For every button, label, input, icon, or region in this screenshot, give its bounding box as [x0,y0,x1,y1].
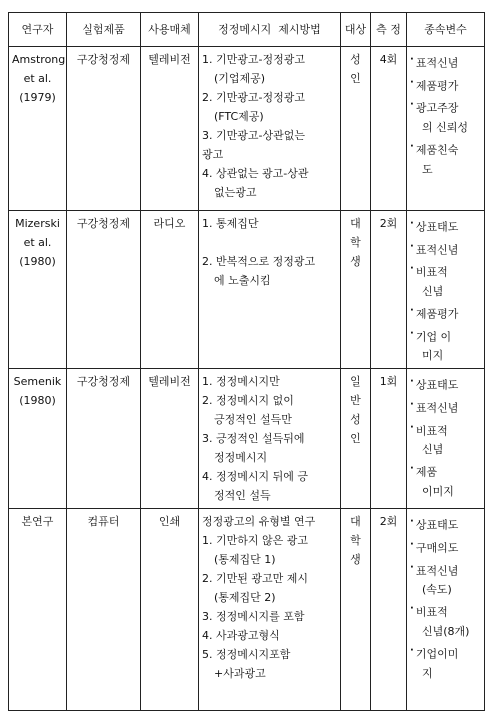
dependent-var-line: · 표적신념 [410,50,481,73]
method-line: +사과광고 [214,667,266,681]
subject-char: 인 [350,432,361,446]
table-row [9,47,485,211]
cell-method [199,211,341,369]
header-medium: 사용매체 [141,13,199,47]
research-comparison-table [8,12,485,711]
table-row [9,369,485,509]
method-line: 3. 기만광고-상관없는 [202,129,305,142]
researcher-line: 본연구 [21,515,54,529]
header-researcher: 연구자 [9,13,67,47]
dependent-var-line: · 제품평가 [410,301,481,324]
method-line: 1. 통제집단 [202,217,259,230]
subject-char: 성 [350,413,361,427]
cell-subject [341,369,371,509]
header-method: 정정메시지 제시방법 [199,13,341,47]
header-dependent-vars: 종속변수 [407,13,485,47]
method-line: 1. 기만하지 않은 광고 [202,534,308,548]
subject-char: 반 [350,394,361,408]
cell-dependent-vars [407,47,485,211]
method-line: (통제집단 2) [214,591,276,605]
subject-char: 대 [350,515,361,529]
cell-product: 구강청정제 [67,211,141,369]
dependent-var-line: · 제품 [410,459,481,482]
researcher-line: (1980) [19,255,56,268]
cell-measure: 2회 [371,211,407,369]
subject-char: 생 [350,553,361,567]
cell-subject [341,211,371,369]
researcher-line: Semenik [13,375,62,389]
method-line: 2. 기만된 광고만 제시 [202,572,308,586]
method-line: 긍정적인 설득만 [214,413,292,427]
dependent-var-line: 의 신뢰성 [422,120,469,134]
cell-subject [341,47,371,211]
subject-char: 생 [350,255,361,268]
cell-subject [341,509,371,711]
dependent-var-line: · 제품평가 [410,73,481,96]
cell-medium: 라디오 [141,211,199,369]
dependent-var-line: · 비표적 [410,259,481,282]
method-line: 5. 정정메시지포함 [202,648,291,662]
cell-product: 구강청정제 [67,369,141,509]
dependent-var-line: · 제품친숙 [410,137,481,160]
cell-method [199,47,341,211]
subject-char: 대 [350,217,361,230]
cell-dependent-vars [407,211,485,369]
dependent-var-line: · 기업 이 [410,324,481,347]
cell-product: 구강청정제 [67,47,141,211]
dependent-var-line: · 상표태도 [410,512,481,535]
cell-product: 컴퓨터 [67,509,141,711]
method-line: (기업제공) [214,72,266,85]
method-line: 에 노출시킴 [214,274,271,287]
dependent-var-line: 미지 [422,349,444,363]
header-row [9,13,485,47]
method-line: 정정메시지 [214,451,268,465]
cell-dependent-vars [407,509,485,711]
method-line: 1. 정정메시지만 [202,375,280,389]
table-row [9,211,485,369]
cell-measure: 1회 [371,369,407,509]
dependent-var-line: 도 [422,162,433,176]
dependent-var-line: · 비표적 [410,418,481,441]
cell-measure: 4회 [371,47,407,211]
researcher-line: Mizerski [15,217,60,230]
dependent-var-line: · 표적신념 [410,395,481,418]
method-line [202,233,337,252]
method-line: 4. 정정메시지 뒤에 긍 [202,470,308,484]
method-line: 3. 정정메시지를 포함 [202,610,305,624]
cell-medium: 텔레비전 [141,369,199,509]
cell-researcher [9,509,67,711]
dependent-var-line: 신념 [422,443,444,457]
method-line: (FTC제공) [214,110,264,123]
researcher-line: Amstrong [12,53,66,66]
subject-char: 학 [350,236,361,249]
cell-medium: 텔레비전 [141,47,199,211]
dependent-var-line: · 구매의도 [410,535,481,558]
cell-researcher [9,369,67,509]
dependent-var-line: · 광고주장 [410,95,481,118]
dependent-var-line: 지 [422,666,433,680]
header-measure: 측 정 [371,13,407,47]
method-line: 4. 상관없는 광고-상관 [202,167,309,180]
dependent-var-line: · 상표태도 [410,214,481,237]
researcher-line: (1979) [19,91,56,104]
researcher-line: et al. [23,72,52,85]
method-line: 2. 반복적으로 정정광고 [202,255,316,268]
method-line: 2. 기만광고-정정광고 [202,91,305,104]
table-row [9,509,485,711]
dependent-var-line: · 비표적 [410,599,481,622]
cell-method [199,509,341,711]
cell-dependent-vars [407,369,485,509]
dependent-var-line: 신념(8개) [422,624,470,638]
subject-char: 학 [350,534,361,548]
dependent-var-line: · 표적신념 [410,558,481,581]
method-line: 광고 [202,148,224,161]
researcher-line: (1980) [19,394,56,408]
dependent-var-line: · 기업이미 [410,641,481,664]
method-line: 1. 기만광고-정정광고 [202,53,305,66]
method-line: 2. 정정메시지 없이 [202,394,294,408]
method-line: 없는광고 [214,186,257,199]
cell-medium: 인쇄 [141,509,199,711]
method-line: (통제집단 1) [214,553,276,567]
cell-researcher [9,211,67,369]
subject-char: 인 [350,72,361,85]
cell-measure: 2회 [371,509,407,711]
header-subject: 대상 [341,13,371,47]
header-product: 실험제품 [67,13,141,47]
dependent-var-line: (속도) [422,583,452,597]
method-line: 정정광고의 유형별 연구 [202,515,316,529]
subject-char: 성 [350,53,361,66]
method-line: 정적인 설득 [214,489,271,503]
subject-char: 일 [350,375,361,389]
dependent-var-line: · 표적신념 [410,237,481,260]
researcher-line: et al. [23,236,52,249]
method-line: 3. 긍정적인 설득뒤에 [202,432,305,446]
cell-researcher [9,47,67,211]
method-line: 4. 사과광고형식 [202,629,280,643]
dependent-var-line: · 상표태도 [410,372,481,395]
dependent-var-line: 이미지 [422,484,454,498]
cell-method [199,369,341,509]
dependent-var-line: 신념 [422,284,444,298]
